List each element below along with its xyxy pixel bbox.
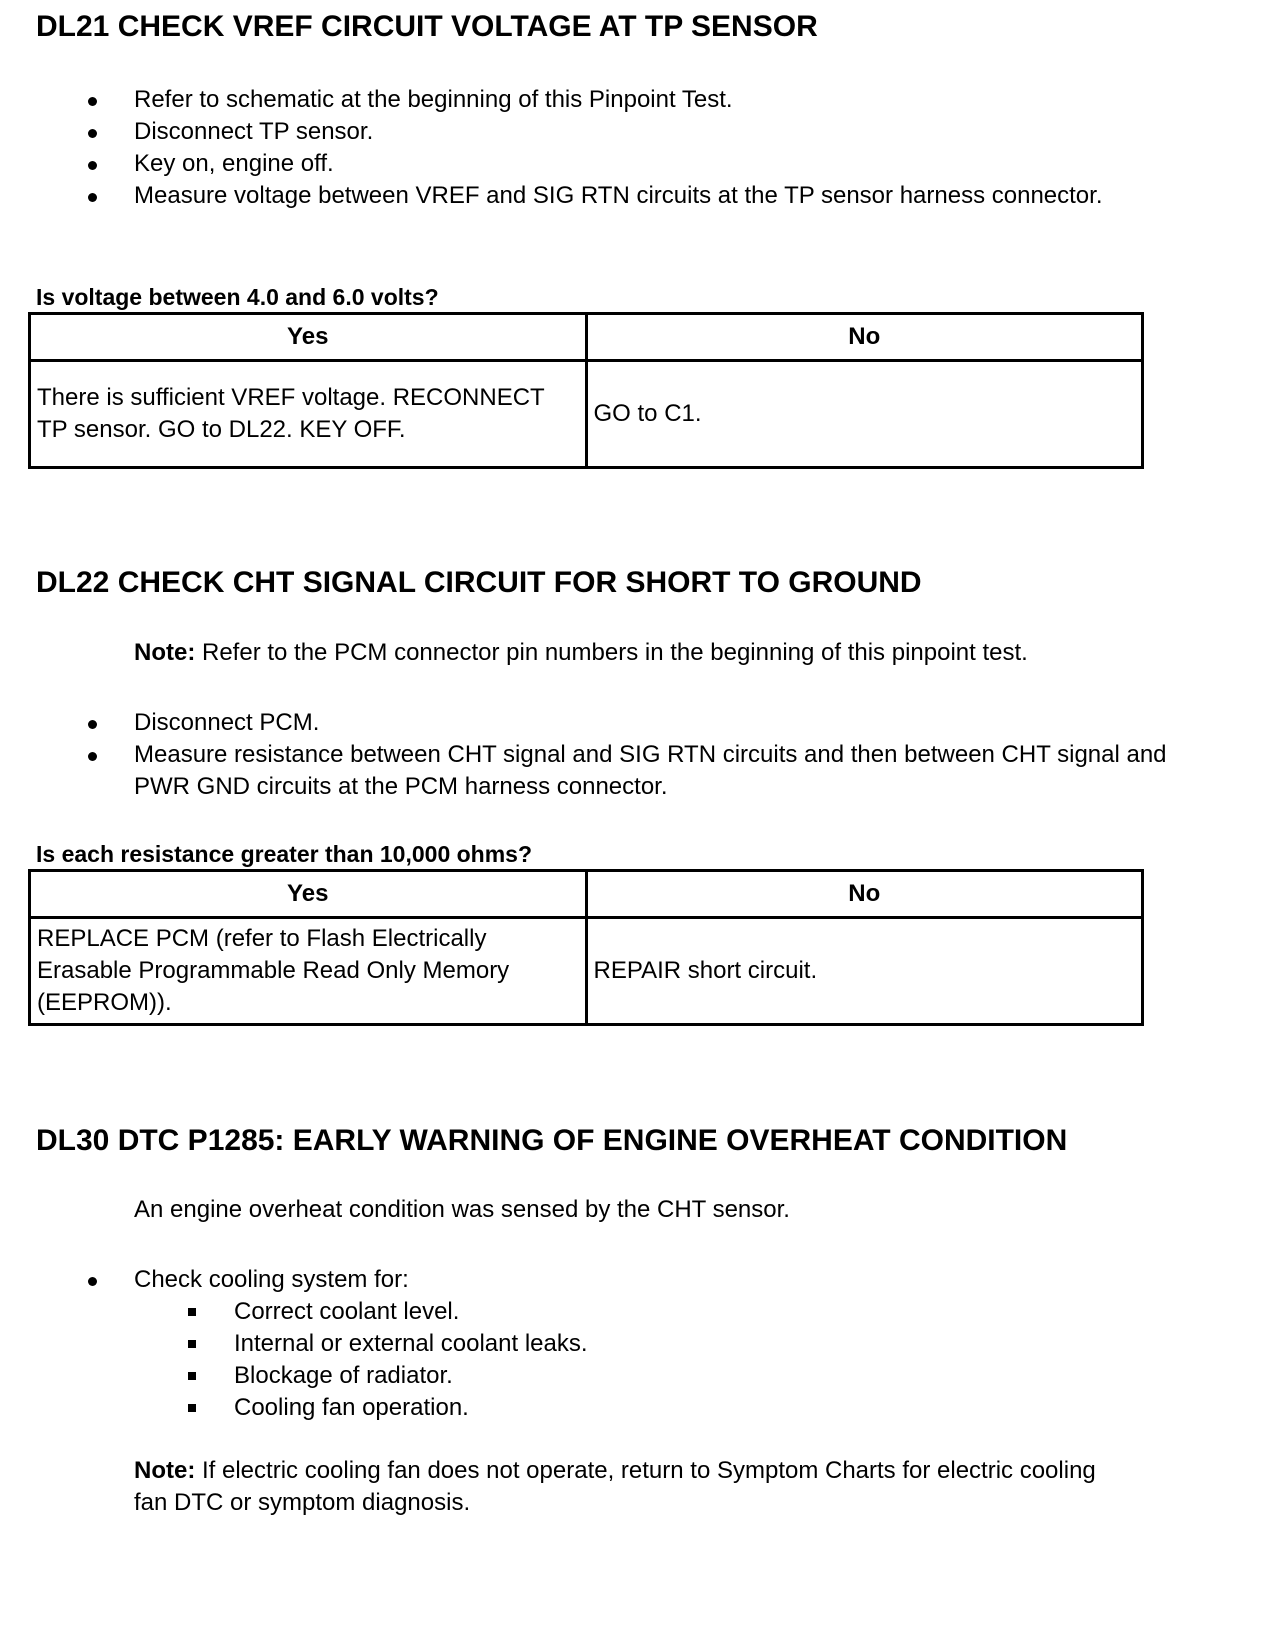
bullet-dot-icon (88, 193, 97, 202)
question-dl21: Is voltage between 4.0 and 6.0 volts? (36, 284, 439, 310)
no-header: No (586, 314, 1143, 361)
sub-list-item: Blockage of radiator. (0, 1360, 1194, 1392)
bullet-dot-icon (88, 1277, 97, 1286)
intro-dl30: An engine overheat condition was sensed by the CHT sensor. (134, 1196, 790, 1223)
no-header: No (586, 871, 1143, 918)
list-item: Check cooling system for: Correct coolant level. Internal or external coolant leaks. Blockage of radiator. Cooling fan operation. (0, 1264, 1194, 1424)
bullet-dot-icon (88, 752, 97, 761)
bullet-dot-icon (88, 161, 97, 170)
note-label: Note: (134, 1457, 196, 1484)
no-action: GO to C1. (586, 361, 1143, 468)
square-bullet-icon (188, 1372, 196, 1380)
bullet-list-dl21 (0, 84, 1264, 212)
bullet-dot-icon (88, 129, 97, 138)
square-bullet-icon (188, 1404, 196, 1412)
section-heading-dl21: DL21 CHECK VREF CIRCUIT VOLTAGE AT TP SENSOR (36, 10, 818, 43)
question-dl22: Is each resistance greater than 10,000 ohms? (36, 841, 533, 867)
sub-bullet-list (0, 1296, 1194, 1424)
bullet-dot-icon (88, 97, 97, 106)
list-item: Key on, engine off. (0, 148, 1194, 180)
note-label: Note: (134, 639, 196, 666)
note-dl22 (134, 637, 1214, 669)
bullet-dot-icon (88, 720, 97, 729)
note-dl30 (134, 1455, 1134, 1519)
note-text: Refer to the PCM connector pin numbers in the beginning of this pinpoint test. (195, 639, 1028, 666)
section-heading-dl22: DL22 CHECK CHT SIGNAL CIRCUIT FOR SHORT TO GROUND (36, 566, 922, 599)
sub-list-item: Correct coolant level. (0, 1296, 1194, 1328)
section-heading-dl30: DL30 DTC P1285: EARLY WARNING OF ENGINE OVERHEAT CONDITION (36, 1124, 1068, 1157)
bullet-list-dl22 (0, 707, 1264, 803)
list-item: Disconnect TP sensor. (0, 116, 1194, 148)
result-table-dl21 (28, 312, 1144, 469)
list-item: Disconnect PCM. (0, 707, 1194, 739)
yes-header: Yes (30, 314, 587, 361)
list-item: Measure resistance between CHT signal and SIG RTN circuits and then between CHT signal and PWR GND circuits at the PCM harness connector. (0, 739, 1194, 803)
bullet-list-dl30 (0, 1264, 1264, 1424)
square-bullet-icon (188, 1340, 196, 1348)
list-item: Refer to schematic at the beginning of this Pinpoint Test. (0, 84, 1194, 116)
sub-list-item: Internal or external coolant leaks. (0, 1328, 1194, 1360)
yes-action: There is sufficient VREF voltage. RECONNECT TP sensor. GO to DL22. KEY OFF. (30, 361, 587, 468)
yes-header: Yes (30, 871, 587, 918)
list-item: Measure voltage between VREF and SIG RTN circuits at the TP sensor harness connector. (0, 180, 1194, 212)
no-action: REPAIR short circuit. (586, 918, 1143, 1025)
sub-list-item: Cooling fan operation. (0, 1392, 1194, 1424)
note-text: If electric cooling fan does not operate, return to Symptom Charts for electric cooling fan DTC or symptom diagnosis. (134, 1457, 1096, 1516)
square-bullet-icon (188, 1308, 196, 1316)
yes-action: REPLACE PCM (refer to Flash Electrically Erasable Programmable Read Only Memory (EEPROM)). (30, 918, 587, 1025)
result-table-dl22 (28, 869, 1144, 1026)
